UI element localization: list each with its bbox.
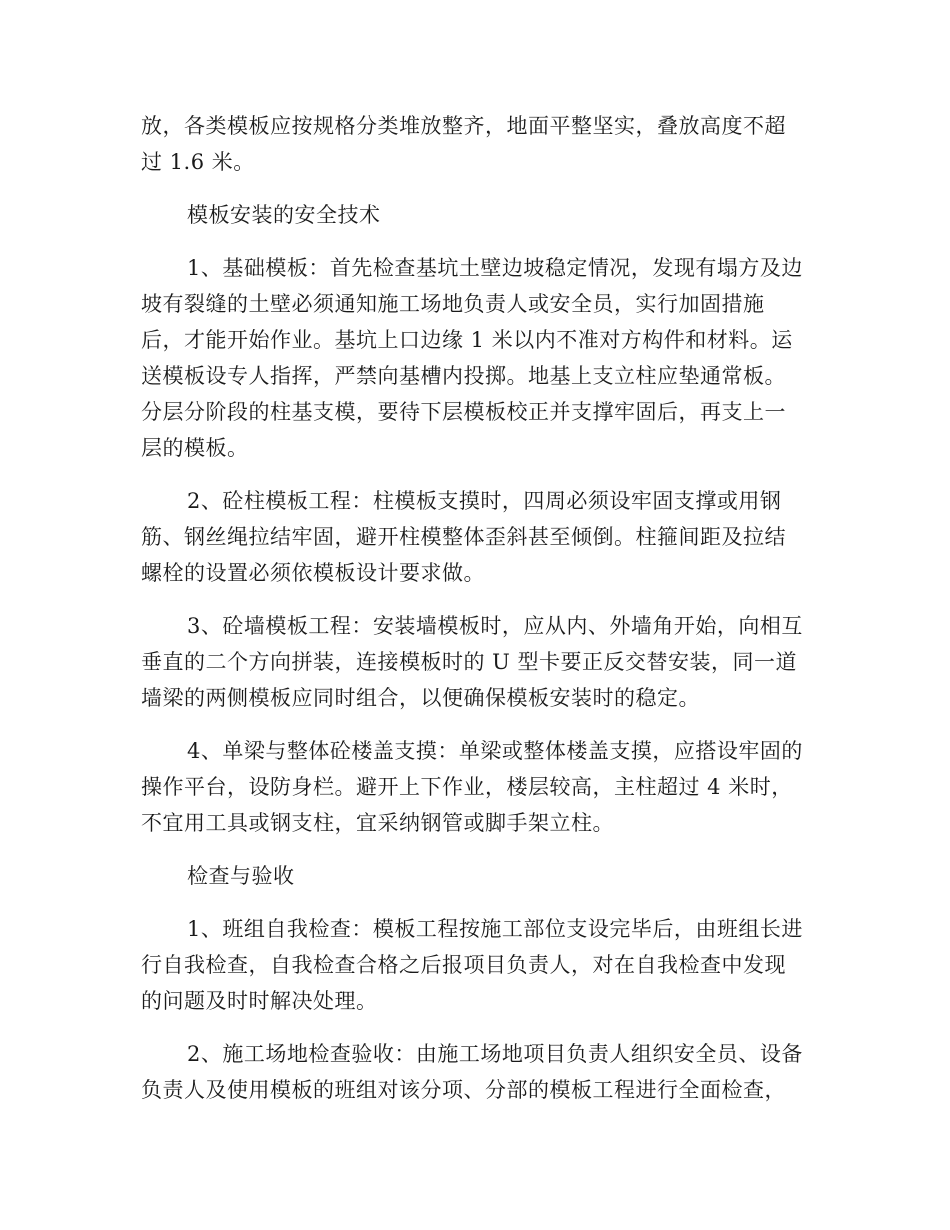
paragraph-line: 操作平台，设防身栏。避开上下作业，楼层较高，主柱超过 4 米时，: [141, 775, 793, 799]
paragraph-line: 后，才能开始作业。基坑上口边缘 1 米以内不准对方构件和材料。运: [141, 328, 793, 352]
paragraph-line: 1、班组自我检查：模板工程按施工部位支设完毕后，由班组长进: [187, 917, 803, 941]
paragraph-line: 层的模板。: [141, 436, 249, 460]
paragraph-line: 行自我检查，自我检查合格之后报项目负责人，对在自我检查中发现: [141, 953, 786, 977]
paragraph-line: 2、砼柱模板工程：柱模板支摸时，四周必须设牢固支撑或用钢: [187, 489, 782, 513]
paragraph-line: 筋、钢丝绳拉结牢固，避开柱模整体歪斜甚至倾倒。柱箍间距及拉结: [141, 525, 786, 549]
paragraph-line: 垂直的二个方向拼装，连接模板时的 U 型卡要正反交替安装，同一道: [141, 650, 798, 674]
section-heading: 模板安装的安全技术: [187, 203, 381, 227]
paragraph-line: 墙梁的两侧模板应同时组合，以便确保模板安装时的稳定。: [141, 686, 700, 710]
section-heading: 检查与验收: [187, 864, 295, 888]
paragraph-line: 分层分阶段的柱基支模，要待下层模板校正并支撑牢固后，再支上一: [141, 400, 786, 424]
paragraph-line: 送模板设专人指挥，严禁向基槽内投掷。地基上支立柱应垫通常板。: [141, 364, 786, 388]
paragraph-line: 螺栓的设置必须依模板设计要求做。: [141, 561, 485, 585]
paragraph-line: 的问题及时时解决处理。: [141, 989, 378, 1013]
paragraph-line: 2、施工场地检查验收：由施工场地项目负责人组织安全员、设备: [187, 1042, 803, 1066]
paragraph-line: 3、砼墙模板工程：安装墙模板时，应从内、外墙角开始，向相互: [187, 614, 803, 638]
paragraph-line: 1、基础模板：首先检查基坑土壁边坡稳定情况，发现有塌方及边: [187, 256, 803, 280]
paragraph-line: 放，各类模板应按规格分类堆放整齐，地面平整坚实，叠放高度不超: [141, 114, 786, 138]
paragraph-line: 4、单梁与整体砼楼盖支摸：单梁或整体楼盖支摸，应搭设牢固的: [187, 739, 803, 763]
paragraph-line: 不宜用工具或钢支柱，宜采纳钢管或脚手架立柱。: [141, 811, 614, 835]
paragraph-line: 坡有裂缝的土壁必须通知施工场地负责人或安全员，实行加固措施: [141, 292, 765, 316]
paragraph-line: 负责人及使用模板的班组对该分项、分部的模板工程进行全面检查，: [141, 1078, 786, 1102]
paragraph-line: 过 1.6 米。: [141, 150, 255, 174]
